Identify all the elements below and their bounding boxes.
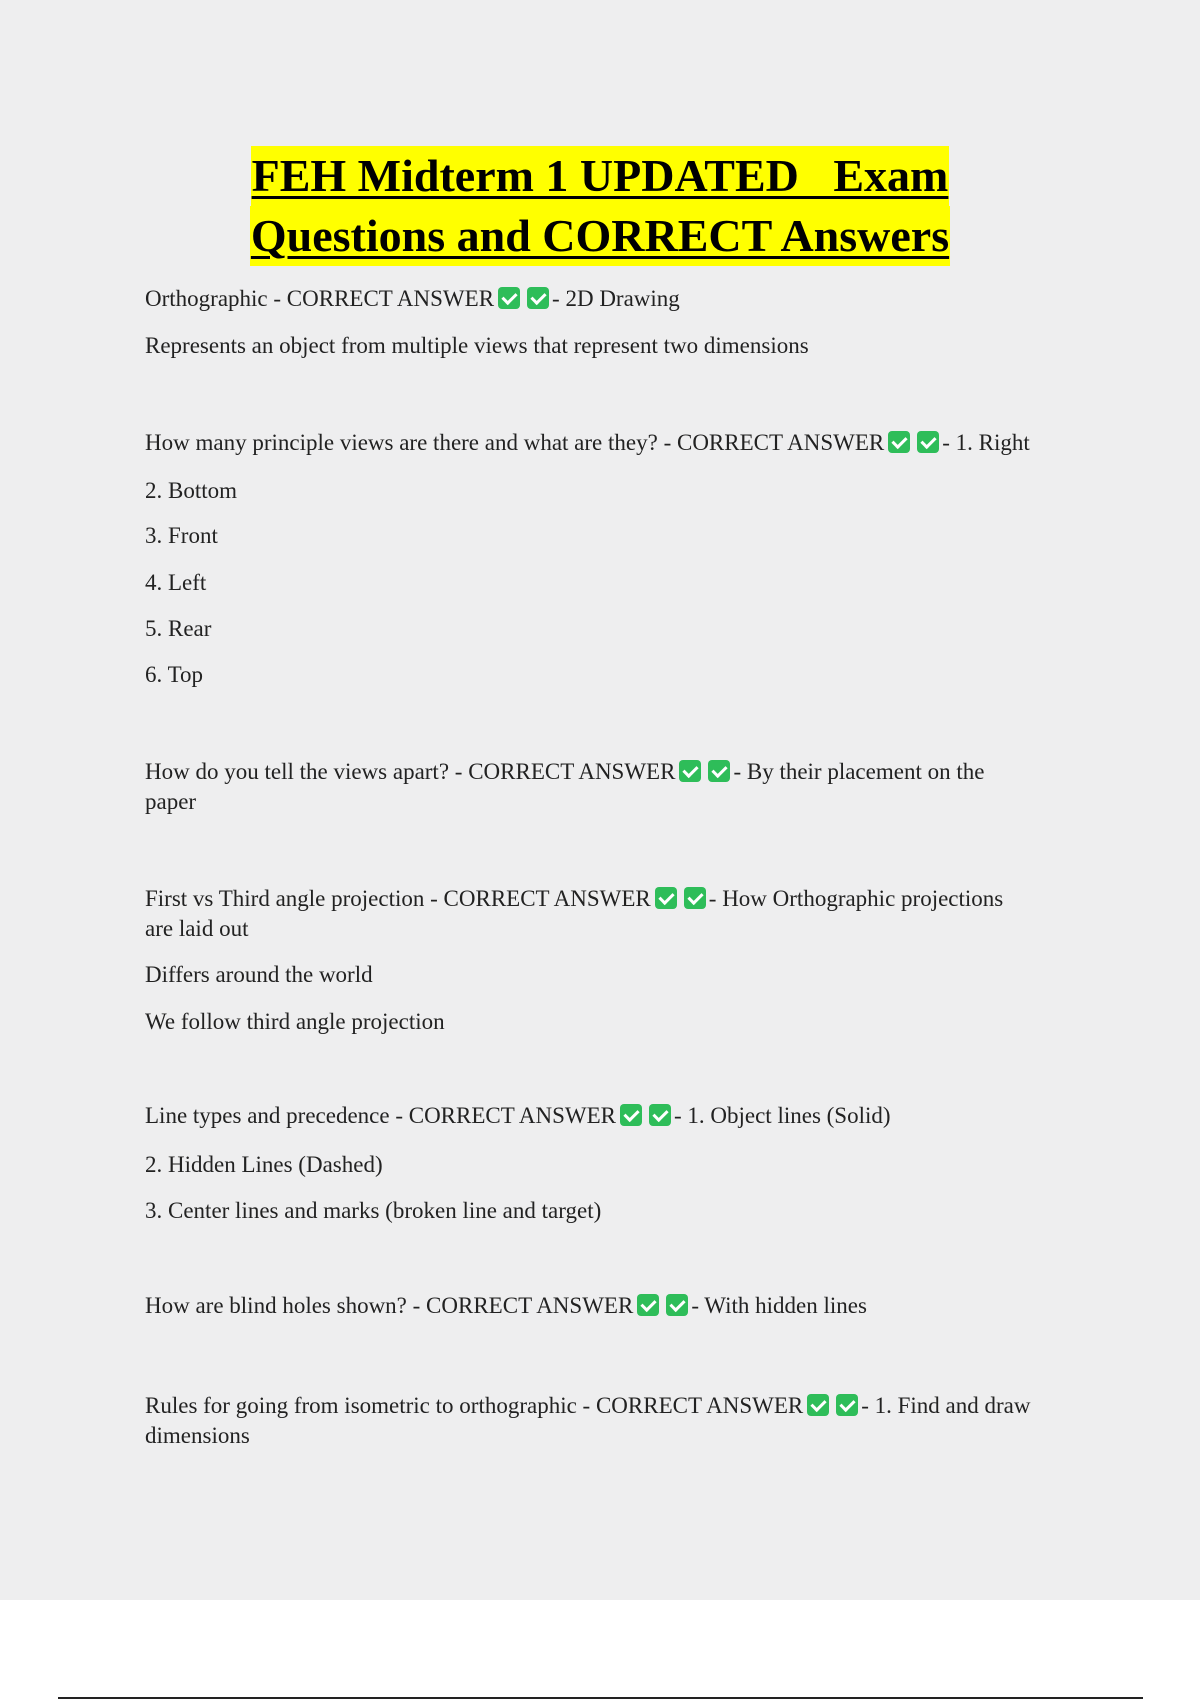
- question-text: First vs Third angle projection - CORRECT ANSWER: [145, 886, 651, 911]
- check-mark-icon: [666, 1294, 688, 1316]
- check-mark-icon: [888, 431, 910, 453]
- question-text: How are blind holes shown? - CORRECT ANSWER: [145, 1293, 634, 1318]
- answer-line: 3. Front: [145, 523, 218, 548]
- document-title: [0, 146, 1200, 266]
- qa-item-views-apart: [145, 757, 1085, 787]
- answer-continuation: are laid out: [145, 916, 249, 941]
- question-text: How do you tell the views apart? - CORRECT ANSWER: [145, 759, 676, 784]
- answer-continuation: paper: [145, 789, 197, 814]
- answer-text: - 1. Object lines (Solid): [673, 1103, 891, 1128]
- answer-line: 6. Top: [145, 662, 204, 687]
- answer-line: 2. Hidden Lines (Dashed): [145, 1152, 383, 1177]
- check-mark-icon: [679, 760, 701, 782]
- check-mark-icon: [655, 887, 677, 909]
- check-mark-icon: [637, 1294, 659, 1316]
- question-text: How many principle views are there and what are they? - CORRECT ANSWER: [145, 430, 885, 455]
- qa-item-orthographic: [145, 284, 1085, 314]
- answer-text: - By their placement on the: [733, 759, 985, 784]
- check-mark-icon: [708, 760, 730, 782]
- answer-line: Differs around the world: [145, 962, 373, 987]
- check-mark-icon: [917, 431, 939, 453]
- question-text: Line types and precedence - CORRECT ANSWER: [145, 1103, 616, 1128]
- answer-text: - 1. Find and draw: [861, 1393, 1031, 1418]
- answer-line: We follow third angle projection: [145, 1009, 445, 1034]
- title-line-2: Questions and CORRECT Answers: [250, 206, 950, 266]
- check-mark-icon: [649, 1104, 671, 1126]
- qa-item-angle-projection: [145, 884, 1085, 914]
- check-mark-icon: [527, 287, 549, 309]
- answer-line: 4. Left: [145, 570, 207, 595]
- page-separator-rule: [58, 1697, 1143, 1699]
- answer-text: - 1. Right: [942, 430, 1030, 455]
- answer-text: - With hidden lines: [691, 1293, 867, 1318]
- answer-text: - How Orthographic projections: [708, 886, 1004, 911]
- answer-line: 2. Bottom: [145, 478, 238, 503]
- qa-item-isometric-rules: [145, 1391, 1085, 1421]
- answer-continuation: dimensions: [145, 1423, 250, 1448]
- check-mark-icon: [836, 1394, 858, 1416]
- title-line-1: FEH Midterm 1 UPDATED Exam: [251, 146, 950, 206]
- qa-item-blind-holes: [145, 1291, 1085, 1321]
- qa-item-principle-views: [145, 428, 1085, 458]
- qa-item-line-types: [145, 1101, 1085, 1131]
- check-mark-icon: [620, 1104, 642, 1126]
- answer-line: 5. Rear: [145, 616, 212, 641]
- answer-line: 3. Center lines and marks (broken line and target): [145, 1198, 602, 1223]
- question-text: Orthographic - CORRECT ANSWER: [145, 286, 495, 311]
- check-mark-icon: [498, 287, 520, 309]
- check-mark-icon: [807, 1394, 829, 1416]
- answer-line: Represents an object from multiple views that represent two dimensions: [145, 333, 809, 358]
- question-text: Rules for going from isometric to orthographic - CORRECT ANSWER: [145, 1393, 804, 1418]
- answer-text: - 2D Drawing: [552, 286, 680, 311]
- check-mark-icon: [684, 887, 706, 909]
